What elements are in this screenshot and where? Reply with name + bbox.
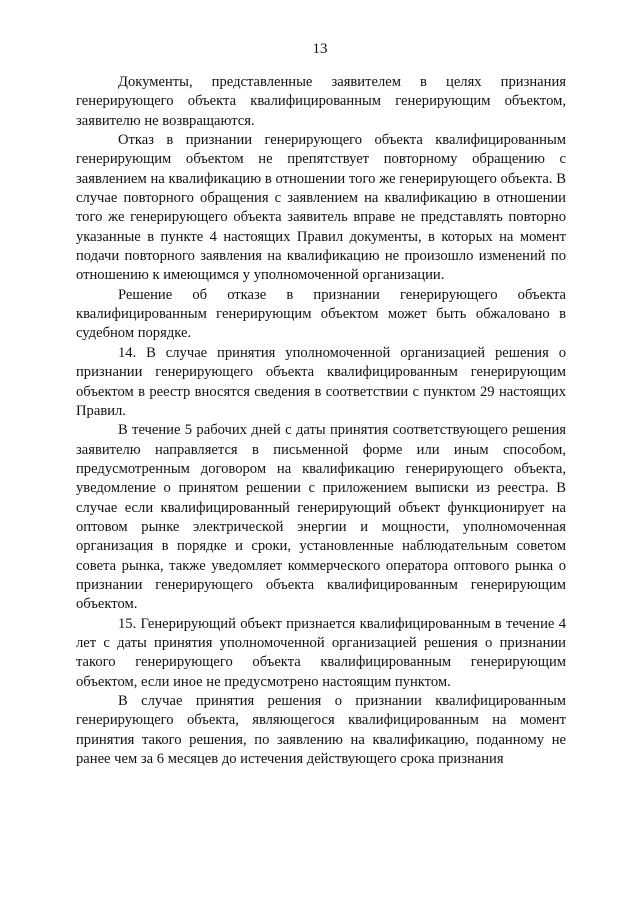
page-number: 13 xyxy=(312,41,328,57)
paragraph-refusal-repeat-application: Отказ в признании генерирующего объекта квалифицированным генерирующим объектом не препятствует повторному обращению с заявлением на квалификацию в отношении того же генерирующего объекта. В случае повторного обращения с заявлением на квалификацию в отношении того же генерирующего объекта заявитель вправе не представлять повторно указанные в пункте 4 настоящих Правил документы, в которых на момент подачи повторного заявления на квалификацию не произошло изменений по отношению к имеющимся у уполномоченной организации. xyxy=(76,132,566,284)
document-body xyxy=(76,73,566,769)
paragraph-repeat-qualification: В случае принятия решения о признании квалифицированным генерирующего объекта, являющегося квалифицированным на момент принятия такого решения, по заявлению на квалификацию, поданному не ранее чем за 6 месяцев до истечения действующего срока признания xyxy=(76,693,566,768)
paragraph-item-15: 15. Генерирующий объект признается квалифицированным в течение 4 лет с даты принятия уполномоченной организацией решения о признании такого генерирующего объекта квалифицированным генерирующим объектом, если иное не предусмотрено настоящим пунктом. xyxy=(76,615,566,690)
paragraph-documents-not-returned: Документы, представленные заявителем в целях признания генерирующего объекта квалифицированным генерирующим объектом, заявителю не возвращаются. xyxy=(76,74,566,129)
paragraph-refusal-appeal: Решение об отказе в признании генерирующего объекта квалифицированным генерирующим объектом может быть обжаловано в судебном порядке. xyxy=(76,286,566,342)
paragraph-notification: В течение 5 рабочих дней с даты принятия соответствующего решения заявителю направляется в письменной форме или иным способом, предусмотренным договором на квалификацию генерирующего объекта, уведомление о принятом решении с приложением выписки из реестра. В случае если квалифицированный генерирующий объект функционирует на оптовом рынке электрической энергии и мощности, уполномоченная организация в порядке и сроки, установленные наблюдательным советом совета рынка, также уведомляет коммерческого оператора оптового рынка о признании генерирующего объекта квалифицированным генерирующим объектом. xyxy=(76,422,566,613)
paragraph-item-14: 14. В случае принятия уполномоченной организацией решения о признании генерирующего объекта квалифицированным генерирующим объектом в реестр вносятся сведения в соответствии с пунктом 29 настоящих Правил. xyxy=(76,344,566,419)
